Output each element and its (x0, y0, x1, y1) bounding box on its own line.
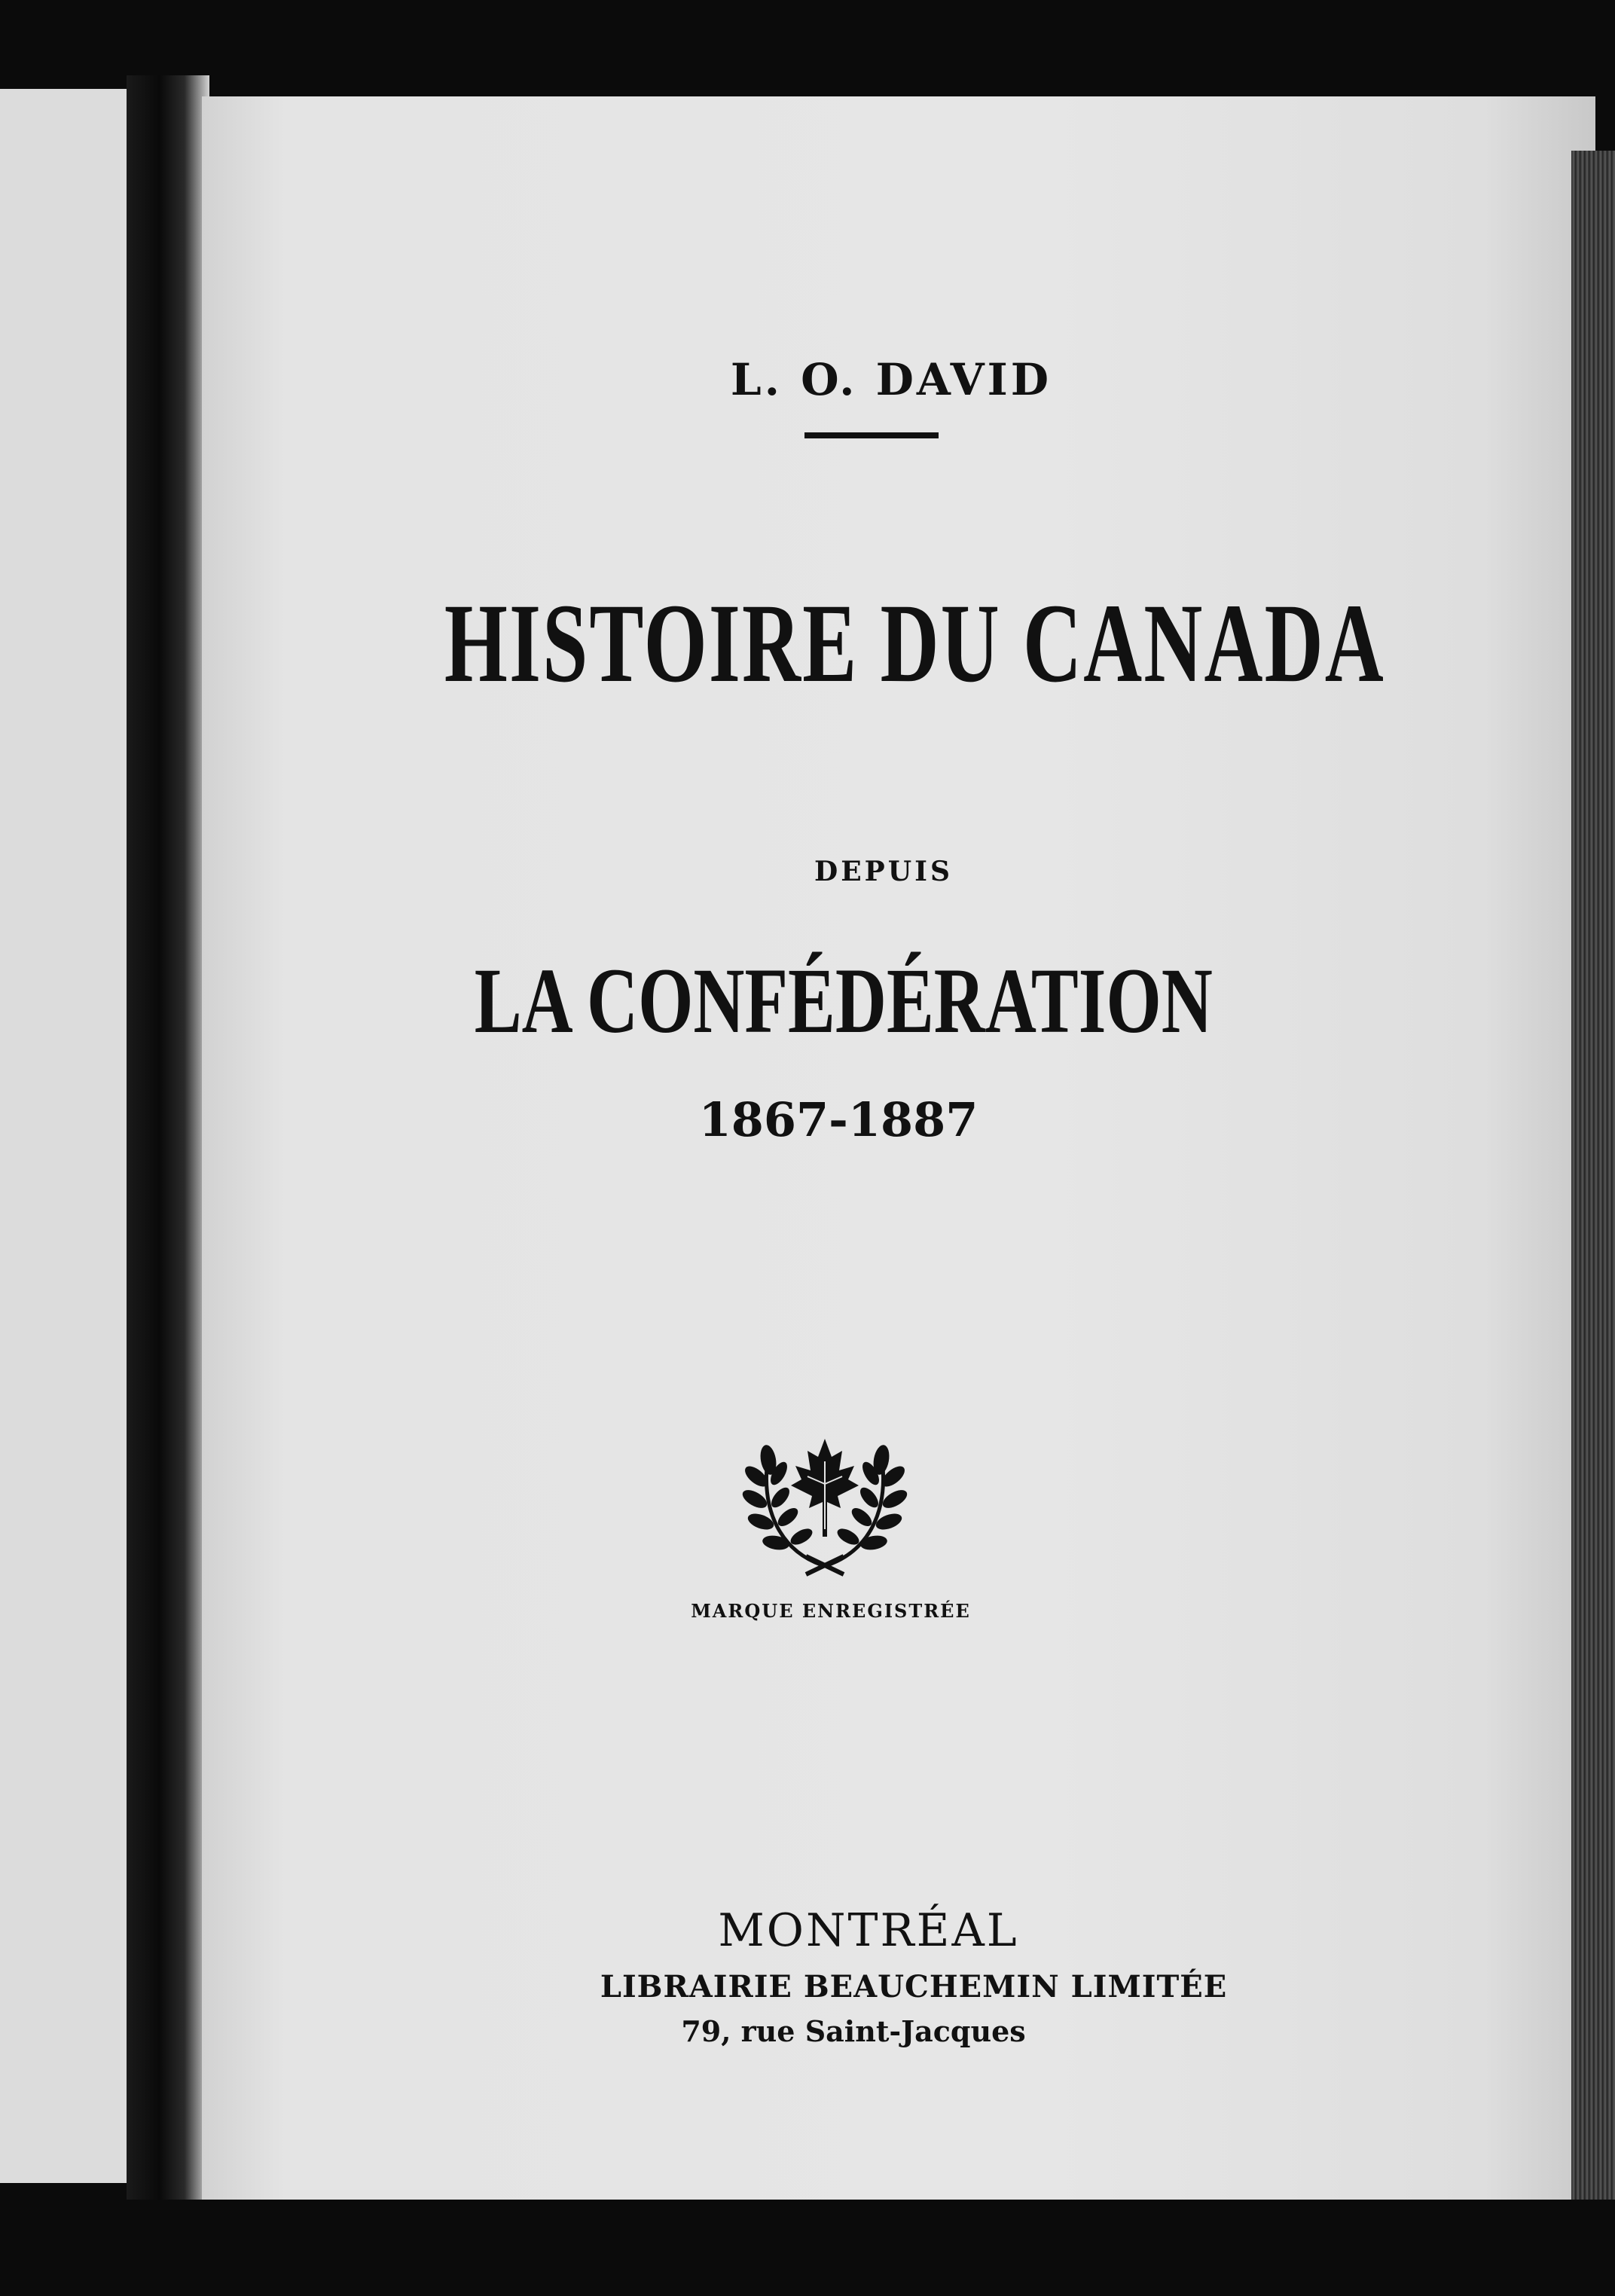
trademark-caption: MARQUE ENREGISTRÉE (691, 1600, 971, 1622)
book-subtitle: LA CONFÉDÉRATION (474, 949, 1213, 1052)
scan-border (0, 2200, 1615, 2296)
facing-page (0, 89, 127, 2183)
publication-city: MONTRÉAL (718, 1904, 1019, 1957)
maple-leaf-wreath-icon (738, 1424, 911, 1582)
book-title: HISTOIRE DU CANADA (444, 581, 1385, 706)
publisher-name: LIBRAIRIE BEAUCHEMIN LIMITÉE (600, 1969, 1228, 2004)
author-name: L. O. DAVID (730, 354, 1052, 405)
author-rule (804, 432, 939, 438)
date-range: 1867-1887 (698, 1092, 978, 1147)
publisher-address: 79, rue Saint-Jacques (681, 2014, 1026, 2048)
page-edges (1571, 151, 1615, 2230)
title-connector: DEPUIS (814, 856, 953, 887)
title-page (202, 96, 1595, 2200)
